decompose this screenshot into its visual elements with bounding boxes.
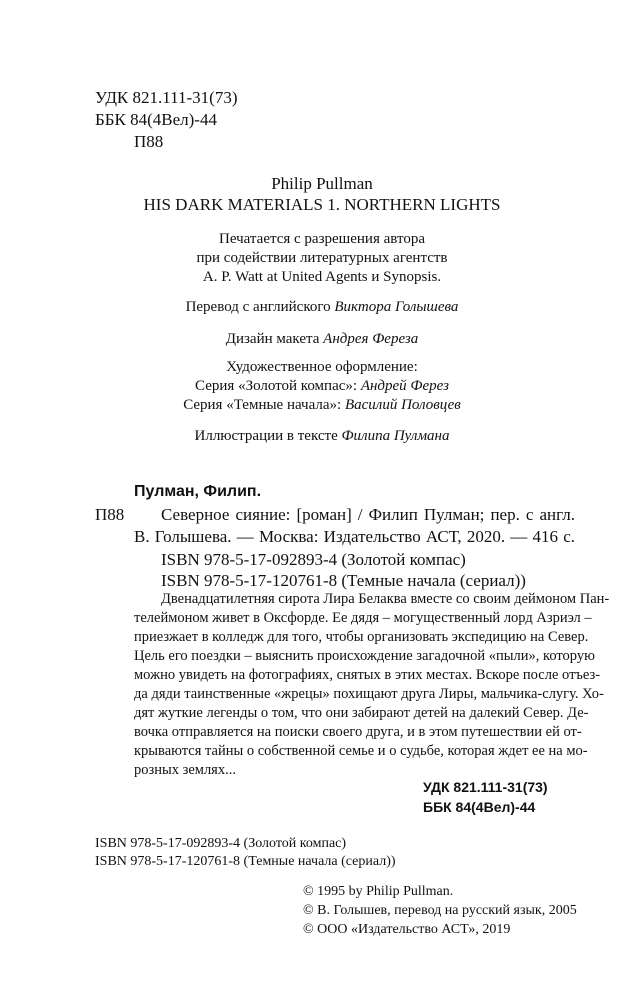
permission-line: Печатается с разрешения автора	[219, 231, 425, 247]
catalog-bbk: ББК 84(4Вел)-44	[423, 799, 536, 815]
translation-label: Перевод с английского	[185, 299, 335, 315]
catalog-entry-line: В. Голышева. — Москва: Издательство АСТ, 2020. — 416 с.	[134, 527, 575, 546]
annotation-line: розных землях...	[134, 762, 236, 778]
catalog-isbn: ISBN 978-5-17-092893-4 (Золотой компас)	[161, 550, 466, 569]
catalog-udk: УДК 821.111-31(73)	[423, 779, 548, 795]
annotation-line: да дяди таинственные «жрецы» похищают друга Лиры, мальчика-слугу. Хо-	[134, 686, 604, 702]
annotation-line: Двенадцатилетняя сирота Лира Белаква вместе со своим деймоном Пан-	[161, 591, 610, 607]
author-mark: П88	[134, 132, 164, 151]
translator-name: Виктора Голышева	[334, 299, 459, 315]
annotation-line: дят жуткие легенды о том, что они забирают детей на далекий Север. Де-	[134, 705, 589, 721]
copyright-line: © ООО «Издательство АСТ», 2019	[303, 922, 511, 937]
art-heading: Художественное оформление:	[226, 359, 418, 375]
art-designer-name: Василий Половцев	[344, 397, 461, 413]
translation-credit	[0, 299, 644, 316]
illustrations-label: Иллюстрации в тексте	[194, 428, 342, 444]
annotation-line: вочка отправляется на поиски своего друга, и в этом путешествии ей от-	[134, 724, 582, 740]
layout-label: Дизайн макета	[225, 331, 324, 347]
isbn-line: ISBN 978-5-17-092893-4 (Золотой компас)	[95, 836, 347, 851]
annotation-line: Цель его поездки – выяснить происхождение загадочной «пыли», которую	[134, 648, 595, 664]
catalog-mark: П88	[95, 505, 125, 524]
art-series-label: Серия «Темные начала»:	[183, 397, 345, 413]
layout-credit	[0, 331, 644, 348]
annotation-line: можно увидеть на фотографиях, снятых в этих местах. Вскоре после отъез-	[134, 667, 601, 683]
catalog-entry-line: Северное сияние: [роман] / Филип Пулман; пер. с англ.	[161, 505, 575, 524]
isbn-line: ISBN 978-5-17-120761-8 (Темные начала (сериал))	[95, 854, 396, 869]
copyright-line: © 1995 by Philip Pullman.	[303, 884, 454, 899]
catalog-heading: Пулман, Филип.	[134, 483, 262, 500]
art-series-label: Серия «Золотой компас»:	[195, 378, 361, 394]
annotation-line: приезжает в колледж для того, чтобы организовать экспедицию на Север.	[134, 629, 589, 645]
udk-code: УДК 821.111-31(73)	[95, 88, 238, 107]
copyright-line: © В. Голышев, перевод на русский язык, 2005	[303, 903, 577, 918]
original-author: Philip Pullman	[271, 174, 373, 193]
art-credit-dark-materials	[0, 397, 644, 414]
art-credit-golden-compass	[0, 378, 644, 395]
art-designer-name: Андрей Ферез	[360, 378, 449, 394]
annotation-line: крываются тайны о собственной семье и о судьбе, которая ждет ее на мо-	[134, 743, 588, 759]
catalog-isbn: ISBN 978-5-17-120761-8 (Темные начала (сериал))	[161, 571, 526, 590]
bbk-code: ББК 84(4Вел)-44	[95, 110, 217, 129]
layout-designer-name: Андрея Фереза	[323, 331, 419, 347]
illustrator-name: Филипа Пулмана	[341, 428, 450, 444]
original-title: HIS DARK MATERIALS 1. NORTHERN LIGHTS	[143, 195, 501, 214]
annotation-line: телеймоном живет в Оксфорде. Ее дядя – могущественный лорд Азриэл –	[134, 610, 592, 626]
permission-line: A. P. Watt at United Agents и Synopsis.	[202, 269, 442, 285]
permission-line: при содействии литературных агентств	[196, 250, 448, 266]
illustrations-credit	[0, 428, 644, 445]
